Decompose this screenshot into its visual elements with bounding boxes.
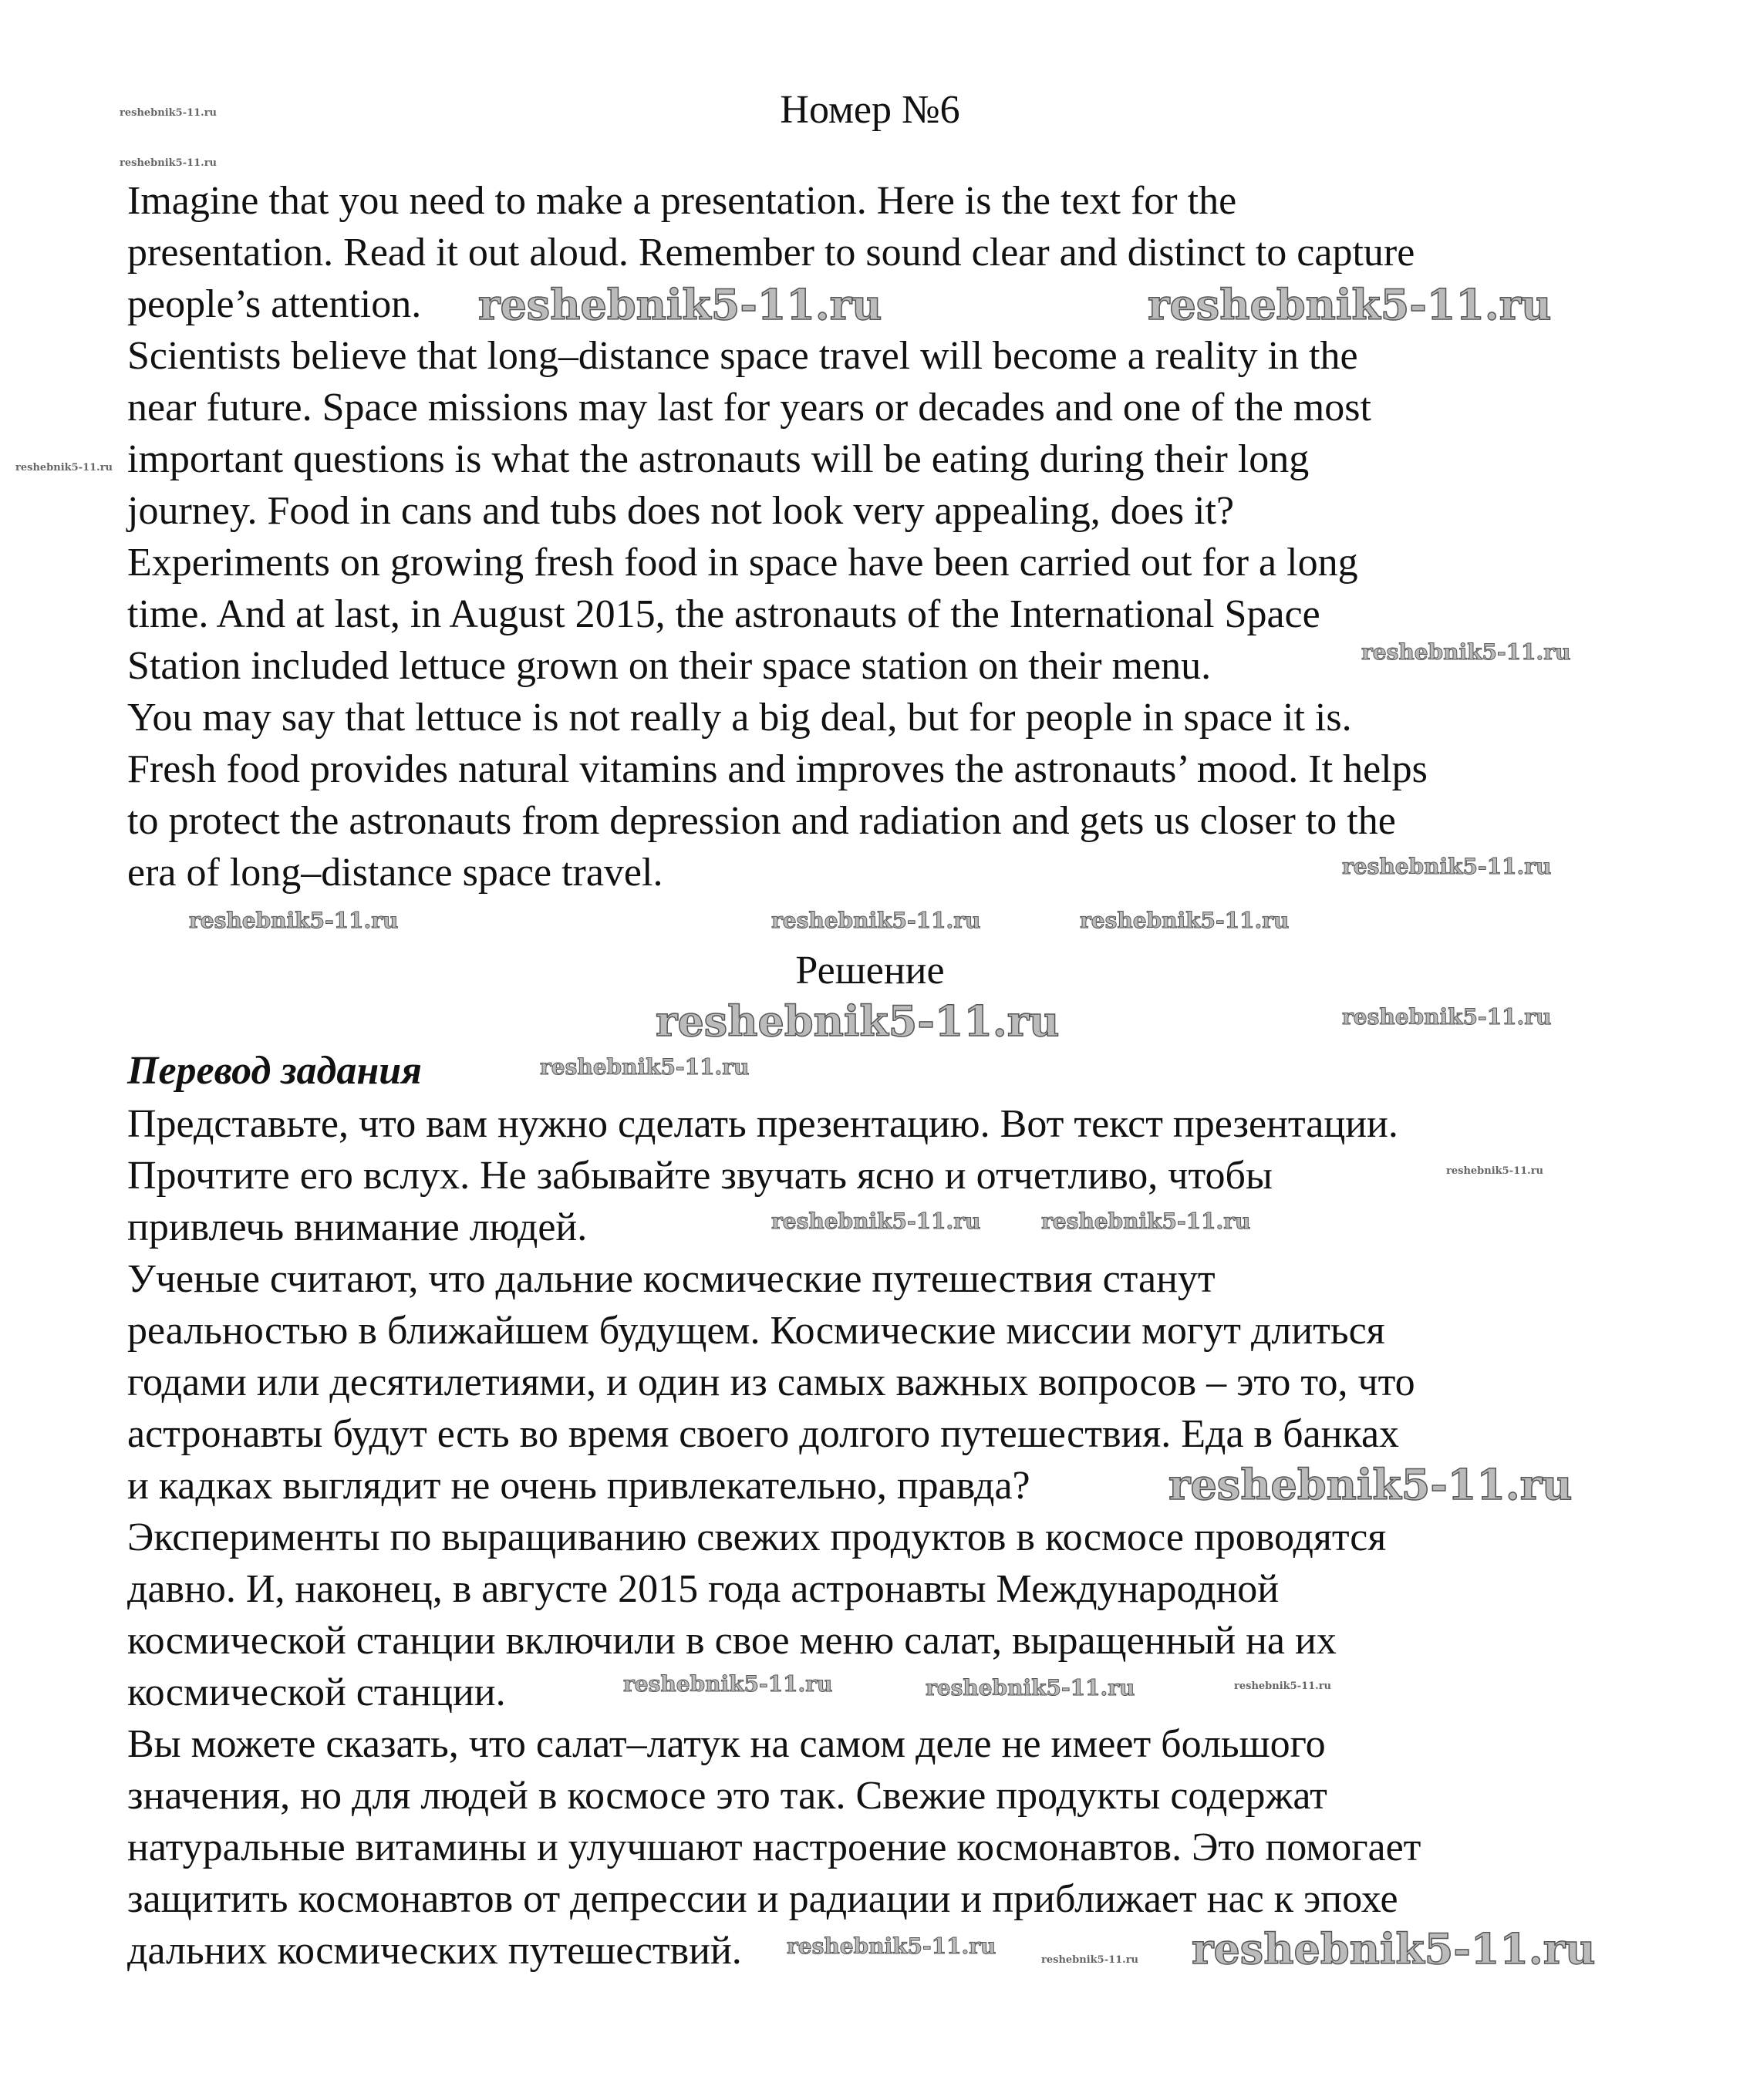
watermark: reshebnik5-11.ru [1234, 1680, 1332, 1692]
watermark: reshebnik5-11.ru [15, 462, 113, 474]
text-line: Imagine that you need to make a presentation. Here is the text for the [127, 179, 1237, 223]
watermark: reshebnik5-11.ru [1361, 639, 1571, 665]
text-line: Experiments on growing fresh food in space have been carried out for a long [127, 541, 1358, 585]
text-line: You may say that lettuce is not really a big deal, but for people in space it is. [127, 696, 1352, 740]
text-line: значения, но для людей в космосе это так. Свежие продукты содержат [127, 1774, 1327, 1818]
watermark: reshebnik5-11.ru [189, 908, 399, 933]
text-line: защитить космонавтов от депрессии и радиации и приближает нас к эпохе [127, 1877, 1398, 1921]
watermark: reshebnik5-11.ru [623, 1671, 833, 1697]
text-line: to protect the astronauts from depression and radiation and gets us closer to the [127, 799, 1396, 843]
text-line: era of long–distance space travel. [127, 851, 663, 895]
watermark: reshebnik5-11.ru [1080, 908, 1290, 933]
watermark: reshebnik5-11.ru [787, 1933, 996, 1959]
text-line: дальних космических путешествий. [127, 1929, 742, 1973]
text-line: near future. Space missions may last for years or decades and one of the most [127, 386, 1371, 430]
text-line: important questions is what the astronauts will be eating during their long [127, 437, 1310, 481]
text-line: привлечь внимание людей. [127, 1205, 588, 1249]
text-line: presentation. Read it out aloud. Remember to sound clear and distinct to capture [127, 231, 1415, 275]
text-line: Scientists believe that long–distance space travel will become a reality in the [127, 334, 1358, 378]
text-line: натуральные витамины и улучшают настроение космонавтов. Это помогает [127, 1825, 1421, 1869]
watermark: reshebnik5-11.ru [1446, 1165, 1544, 1177]
text-line: Ученые считают, что дальние космические путешествия станут [127, 1257, 1216, 1301]
text-line: time. And at last, in August 2015, the astronauts of the International Space [127, 592, 1320, 636]
text-line: Station included lettuce grown on their space station on their menu. [127, 644, 1212, 688]
text-line: Fresh food provides natural vitamins and improves the astronauts’ mood. It helps [127, 747, 1428, 791]
watermark: reshebnik5-11.ru [1192, 1924, 1596, 1974]
text-line: годами или десятилетиями, и один из самых важных вопросов – это то, что [127, 1360, 1415, 1404]
watermark: reshebnik5-11.ru [120, 157, 218, 169]
watermark: reshebnik5-11.ru [771, 1208, 981, 1234]
watermark: reshebnik5-11.ru [1168, 1460, 1573, 1509]
watermark: reshebnik5-11.ru [478, 280, 882, 329]
page-title: Номер №6 [780, 88, 960, 132]
watermark: reshebnik5-11.ru [1148, 280, 1552, 329]
watermark: reshebnik5-11.ru [1342, 854, 1552, 879]
watermark: reshebnik5-11.ru [656, 996, 1060, 1046]
text-line: космической станции. [127, 1670, 506, 1714]
watermark: reshebnik5-11.ru [1041, 1208, 1251, 1234]
text-line: реальностью в ближайшем будущем. Космические миссии могут длиться [127, 1309, 1385, 1353]
translation-heading: Перевод задания [127, 1049, 422, 1093]
watermark: reshebnik5-11.ru [1342, 1004, 1552, 1030]
text-line: космической станции включили в свое меню салат, выращенный на их [127, 1619, 1337, 1663]
text-line: Представьте, что вам нужно сделать презентацию. Вот текст презентации. [127, 1102, 1398, 1146]
text-line: people’s attention. [127, 282, 422, 326]
watermark: reshebnik5-11.ru [120, 107, 218, 119]
text-line: Прочтите его вслух. Не забывайте звучать ясно и отчетливо, чтобы [127, 1154, 1273, 1198]
solution-heading: Решение [795, 949, 945, 993]
text-line: Эксперименты по выращиванию свежих продуктов в космосе проводятся [127, 1515, 1387, 1559]
watermark: reshebnik5-11.ru [540, 1054, 750, 1080]
text-line: journey. Food in cans and tubs does not look very appealing, does it? [127, 489, 1235, 533]
watermark: reshebnik5-11.ru [1041, 1954, 1139, 1966]
watermark: reshebnik5-11.ru [926, 1675, 1135, 1701]
text-line: и кадках выглядит не очень привлекательно, правда? [127, 1464, 1030, 1508]
text-line: Вы можете сказать, что салат–латук на самом деле не имеет большого [127, 1722, 1326, 1766]
text-line: давно. И, наконец, в августе 2015 года астронавты Международной [127, 1567, 1280, 1611]
text-line: астронавты будут есть во время своего долгого путешествия. Еда в банках [127, 1412, 1400, 1456]
watermark: reshebnik5-11.ru [771, 908, 981, 933]
